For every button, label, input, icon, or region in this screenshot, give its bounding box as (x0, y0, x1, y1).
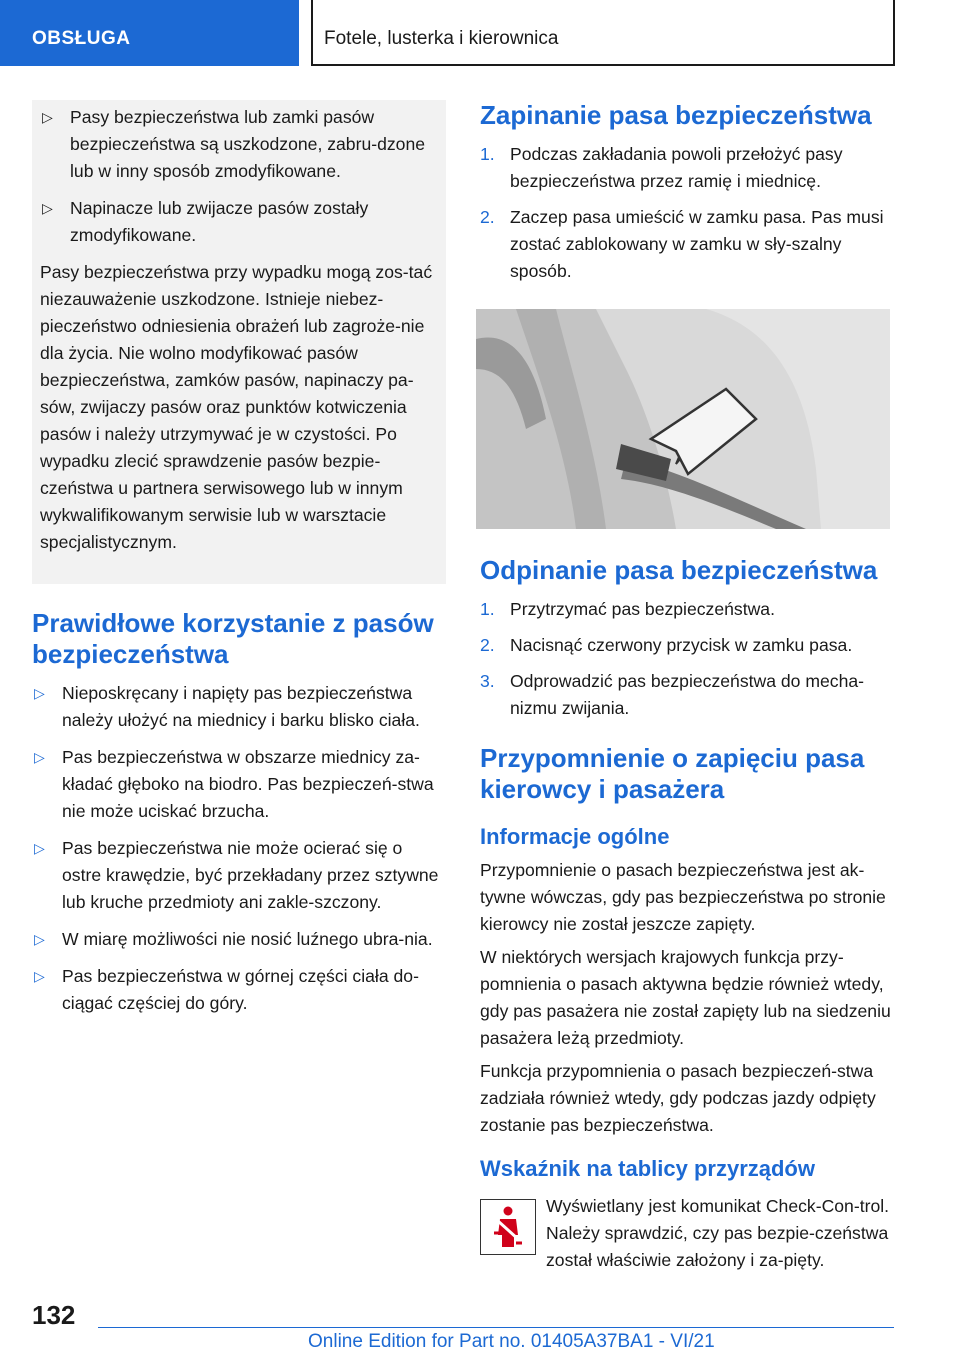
triangle-bullet-icon: ▷ (42, 200, 53, 216)
indicator-text: Wyświetlany jest komunikat Check-Con-trol. Należy sprawdzić, czy pas bezpie-czeństwa został właściwie założony i za-pięty. (546, 1196, 890, 1270)
reminder-paragraph: Funkcja przypomnienia o pasach bezpieczeń-stwa zadziała również wtedy, gdy podczas jazdy odpięty zostanie pas bezpieczeństwa. (480, 1061, 876, 1135)
edition-info: Online Edition for Part no. 01405A37BA1 - VI/21 (308, 1331, 715, 1352)
unfasten-heading: Odpinanie pasa bezpieczeństwa (480, 555, 878, 585)
indicator-block (480, 1193, 894, 1274)
step-item: 1. Przytrzymać pas bezpieczeństwa. (480, 599, 775, 619)
step-item: 1. Podczas zakładania powoli przełożyć pasy bezpieczeństwa przez ramię i miednicę. (480, 144, 843, 191)
page-header (0, 0, 960, 66)
reminder-heading: Przypomnienie o zapięciu pasa kierowcy i pasażera (480, 743, 865, 804)
list-item: ▷ Pas bezpieczeństwa w obszarze miednicy za-kładać głęboko na biodro. Pas bezpieczeń-stwa nie może uciskać brzucha. (32, 744, 446, 825)
general-info-heading: Informacje ogólne (480, 824, 670, 849)
triangle-bullet-icon: ▷ (34, 931, 45, 947)
seatbelt-warning-icon (480, 1199, 536, 1255)
warning-item: ▷ Pasy bezpieczeństwa lub zamki pasów bezpieczeństwa są uszkodzone, zabru-dzone lub w inny sposób zmodyfikowane. (40, 104, 438, 185)
triangle-bullet-icon: ▷ (42, 109, 53, 125)
seatbelt-image-svg (476, 309, 890, 529)
warning-list (40, 104, 438, 249)
warning-paragraph: Pasy bezpieczeństwa przy wypadku mogą zos-tać niezauważenie uszkodzone. Istnieje niebez-pieczeństwo odniesienia obrażeń lub zagroże-nie dla życia. Nie wolno modyfikować pasów bezpieczeństwa, zamków pasów, napinaczy pa-sów, zwijaczy pasów oraz punktów kotwiczenia pasów i należy utrzymywać je w czystości. Po wypadku zlecić sprawdzenie pasów bezpie-czeństwa u partnera serwisowego lub w innym wykwalifikowanym serwisie lub w warsztacie specjalistycznym. (40, 262, 433, 552)
list-item: ▷ W miarę możliwości nie nosić luźnego ubra-nia. (32, 926, 446, 953)
warning-box (32, 100, 446, 584)
right-column (480, 100, 894, 1280)
proper-use-list (32, 680, 446, 1017)
triangle-bullet-icon: ▷ (34, 749, 45, 765)
triangle-bullet-icon: ▷ (34, 685, 45, 701)
step-item: 3. Odprowadzić pas bezpieczeństwa do mecha-nizmu zwijania. (480, 671, 865, 718)
left-column (32, 100, 446, 1027)
seatbelt-icon-svg (488, 1205, 528, 1249)
footer-divider (98, 1327, 894, 1328)
reminder-paragraph: Przypomnienie o pasach bezpieczeństwa jest ak-tywne wówczas, gdy pas bezpieczeństwa po stronie kierowcy nie został jeszcze zapięty. (480, 860, 886, 934)
list-item: ▷ Nieposkręcany i napięty pas bezpieczeństwa należy ułożyć na miednicy i barku blisko ciała. (32, 680, 446, 734)
list-item: ▷ Pas bezpieczeństwa w górnej części ciała do-ciągać częściej do góry. (32, 963, 446, 1017)
triangle-bullet-icon: ▷ (34, 968, 45, 984)
proper-use-heading: Prawidłowe korzystanie z pasów bezpieczeństwa (32, 608, 434, 669)
triangle-bullet-icon: ▷ (34, 840, 45, 856)
section-tab: OBSŁUGA (0, 0, 299, 66)
warning-item: ▷ Napinacze lub zwijacze pasów zostały zmodyfikowane. (40, 195, 438, 249)
reminder-paragraph: W niektórych wersjach krajowych funkcja przy-pomnienia o pasach aktywna będzie również wtedy, gdy pas pasażera nie został zapięty lub na siedzeniu pasażera leżą przedmioty. (480, 947, 891, 1048)
fasten-heading: Zapinanie pasa bezpieczeństwa (480, 100, 872, 130)
unfasten-steps (480, 596, 894, 722)
step-item: 2. Zaczep pasa umieścić w zamku pasa. Pas musi zostać zablokowany w zamku w sły-szalny sposób. (480, 207, 884, 281)
page-number: 132 (32, 1300, 76, 1330)
fasten-steps (480, 141, 894, 285)
step-item: 2. Nacisnąć czerwony przycisk w zamku pasa. (480, 635, 853, 655)
chapter-title: Fotele, lusterka i kierownica (313, 0, 895, 66)
list-item: ▷ Pas bezpieczeństwa nie może ocierać się o ostre krawędzie, być przekładany przez sztywne lub kruche przedmioty ani zakle-szczony. (32, 835, 446, 916)
indicator-heading: Wskaźnik na tablicy przyrządów (480, 1156, 815, 1181)
seatbelt-illustration (476, 309, 890, 529)
